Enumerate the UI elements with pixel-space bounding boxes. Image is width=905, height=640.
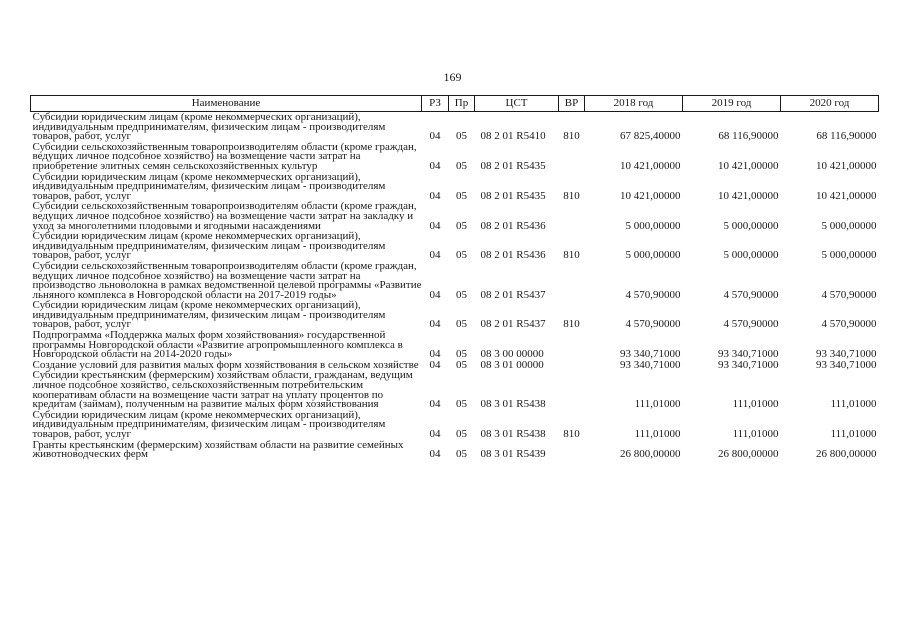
- column-header-2018: 2018 год: [585, 96, 683, 112]
- row-vr: [559, 201, 585, 231]
- row-vr: [559, 440, 585, 460]
- column-header-vr: ВР: [559, 96, 585, 112]
- table-row: [31, 410, 879, 440]
- row-vr: [559, 360, 585, 371]
- row-vr: 810: [563, 189, 580, 202]
- row-cst: 08 3 01 R5438: [480, 398, 546, 411]
- row-pr: 05: [456, 130, 467, 143]
- row-name: Субсидии юридическим лицам (кроме некоммерческих организаций), индивидуальным предпринимателям, физическим лицам - производителям товаров, работ, услуг: [32, 111, 386, 143]
- column-header-name: Наименование: [31, 96, 422, 112]
- row-2018: 4 570,90000: [625, 288, 681, 301]
- row-2019: 93 340,71000: [718, 348, 779, 361]
- row-cst: 08 2 01 R5437: [480, 318, 546, 331]
- row-pr: 05: [456, 358, 467, 371]
- row-vr: [559, 142, 585, 172]
- row-2019: 111,01000: [732, 398, 779, 411]
- row-cst: 08 3 01 R5439: [480, 448, 546, 461]
- column-header-2020: 2020 год: [781, 96, 879, 112]
- row-vr: [559, 261, 585, 300]
- row-cst: 08 3 00 00000: [480, 348, 544, 361]
- row-vr: [559, 370, 585, 409]
- row-2020: 93 340,71000: [816, 348, 877, 361]
- table-row: [31, 370, 879, 409]
- table-row: [31, 231, 879, 261]
- row-name: Субсидии юридическим лицам (кроме некоммерческих организаций), индивидуальным предпринимателям, физическим лицам - производителям товаров, работ, услуг: [32, 230, 386, 262]
- row-rz: 04: [429, 189, 441, 202]
- row-vr: 810: [563, 318, 580, 331]
- row-cst: 08 2 01 R5436: [480, 249, 546, 262]
- row-cst: 08 2 01 R5435: [480, 189, 546, 202]
- row-name: Субсидии юридическим лицам (кроме некоммерческих организаций), индивидуальным предпринимателям, физическим лицам - производителям товаров, работ, услуг: [32, 170, 386, 202]
- row-2019: 5 000,00000: [723, 219, 779, 232]
- row-2019: 26 800,00000: [718, 448, 779, 461]
- row-2020: 10 421,00000: [816, 159, 877, 172]
- row-rz: 04: [429, 318, 441, 331]
- row-2018: 93 340,71000: [620, 348, 681, 361]
- row-pr: 05: [456, 448, 467, 461]
- row-2018: 10 421,00000: [620, 159, 681, 172]
- row-2018: 111,01000: [634, 398, 681, 411]
- table-header-row: [31, 96, 879, 112]
- row-name: Субсидии юридическим лицам (кроме некоммерческих организаций), индивидуальным предпринимателям, физическим лицам - производителям товаров, работ, услуг: [32, 408, 386, 440]
- row-name: Субсидии сельскохозяйственным товаропроизводителям области (кроме граждан, ведущих личное подсобное хозяйство) на возмещение части затрат на приобретение элитных семян сельскохозяйственных культур: [32, 140, 417, 172]
- table-row: [31, 201, 879, 231]
- row-rz: 04: [429, 428, 441, 440]
- row-pr: 05: [456, 348, 467, 361]
- row-pr: 05: [456, 288, 467, 301]
- table-row: [31, 300, 879, 330]
- row-name: Субсидии сельскохозяйственным товаропроизводителям области (кроме граждан, ведущих личное подсобное хозяйство) на возмещение части затрат на производство льноволокна в рамках ведомственной целевой программы «Развитие льняного комплекса в Новгородской области на 2017-2019 годы»: [32, 259, 422, 301]
- row-cst: 08 2 01 R5435: [480, 159, 546, 172]
- row-2020: 93 340,71000: [816, 358, 877, 371]
- table-row: [31, 112, 879, 142]
- row-2019: 5 000,00000: [723, 249, 779, 262]
- row-rz: 04: [429, 249, 441, 262]
- row-2018: 111,01000: [634, 428, 681, 440]
- row-2019: 68 116,90000: [718, 130, 779, 143]
- row-vr: [559, 330, 585, 360]
- row-2018: 10 421,00000: [620, 189, 681, 202]
- row-rz: 04: [429, 130, 441, 143]
- row-name: Субсидии сельскохозяйственным товаропроизводителям области (кроме граждан, ведущих личное подсобное хозяйство) на возмещение части затрат на закладку и уход за многолетними плодовыми и ягодными насаждениями: [32, 200, 417, 232]
- table-row: [31, 330, 879, 360]
- table-row: [31, 142, 879, 172]
- budget-table: [30, 95, 879, 460]
- row-2020: 5 000,00000: [821, 249, 877, 262]
- row-rz: 04: [429, 348, 441, 361]
- row-name: Гранты крестьянским (фермерским) хозяйствам области на развитие семейных животноводческих ферм: [32, 438, 404, 461]
- row-cst: 08 2 01 R5436: [480, 219, 546, 232]
- row-rz: 04: [429, 159, 441, 172]
- row-2020: 4 570,90000: [821, 318, 877, 331]
- row-2019: 93 340,71000: [718, 358, 779, 371]
- column-header-2019: 2019 год: [683, 96, 781, 112]
- row-2020: 5 000,00000: [821, 219, 877, 232]
- row-rz: 04: [429, 288, 441, 301]
- row-2020: 10 421,00000: [816, 189, 877, 202]
- row-2019: 10 421,00000: [718, 159, 779, 172]
- row-2020: 111,01000: [830, 398, 877, 411]
- column-header-cst: ЦСТ: [475, 96, 559, 112]
- row-2018: 4 570,90000: [625, 318, 681, 331]
- row-vr: 810: [563, 130, 580, 143]
- row-2019: 10 421,00000: [718, 189, 779, 202]
- table-row: [31, 172, 879, 202]
- row-pr: 05: [456, 318, 467, 331]
- column-header-rz: РЗ: [422, 96, 449, 112]
- row-pr: 05: [456, 159, 467, 172]
- row-2018: 93 340,71000: [620, 358, 681, 371]
- row-name: Подпрограмма «Поддержка малых форм хозяйствования» государственной программы Новгородской области «Развитие агропромышленного комплекса в Новгородской области на 2014-2020 годы»: [32, 329, 403, 361]
- row-2018: 26 800,00000: [620, 448, 681, 461]
- table-row: [31, 440, 879, 460]
- row-vr: 810: [563, 249, 580, 262]
- column-header-pr: Пр: [449, 96, 475, 112]
- row-cst: 08 3 01 00000: [480, 358, 544, 371]
- row-2018: 5 000,00000: [625, 219, 681, 232]
- row-pr: 05: [456, 219, 467, 232]
- row-pr: 05: [456, 249, 467, 262]
- row-pr: 05: [456, 428, 467, 440]
- row-rz: 04: [429, 219, 441, 232]
- row-2020: 4 570,90000: [821, 288, 877, 301]
- row-2019: 111,01000: [732, 428, 779, 440]
- row-2020: 111,01000: [830, 428, 877, 440]
- row-2018: 67 825,40000: [620, 130, 681, 143]
- row-name: Субсидии крестьянским (фермерским) хозяйствам области, гражданам, ведущим личное подсобное хозяйство, сельскохозяйственным потребительским кооперативам области на возмещение части затрат на уплату процентов по кредитам (займам), полученным на развитие малых форм хозяйствования: [32, 369, 413, 411]
- row-2018: 5 000,00000: [625, 249, 681, 262]
- row-cst: 08 2 01 R5410: [480, 130, 546, 143]
- row-cst: 08 2 01 R5437: [480, 288, 546, 301]
- row-rz: 04: [429, 358, 441, 371]
- row-pr: 05: [456, 398, 467, 411]
- row-name: Субсидии юридическим лицам (кроме некоммерческих организаций), индивидуальным предпринимателям, физическим лицам - производителям товаров, работ, услуг: [32, 299, 386, 331]
- row-2020: 26 800,00000: [816, 448, 877, 461]
- page-number: 169: [443, 70, 462, 84]
- row-pr: 05: [456, 189, 467, 202]
- row-name: Создание условий для развития малых форм хозяйствования в сельском хозяйстве: [32, 358, 419, 371]
- row-cst: 08 3 01 R5438: [480, 428, 546, 440]
- row-2020: 68 116,90000: [816, 130, 877, 143]
- row-2019: 4 570,90000: [723, 318, 779, 331]
- row-2019: 4 570,90000: [723, 288, 779, 301]
- row-rz: 04: [429, 398, 441, 411]
- table-row: [31, 261, 879, 300]
- row-vr: 810: [563, 428, 580, 440]
- row-rz: 04: [429, 448, 441, 461]
